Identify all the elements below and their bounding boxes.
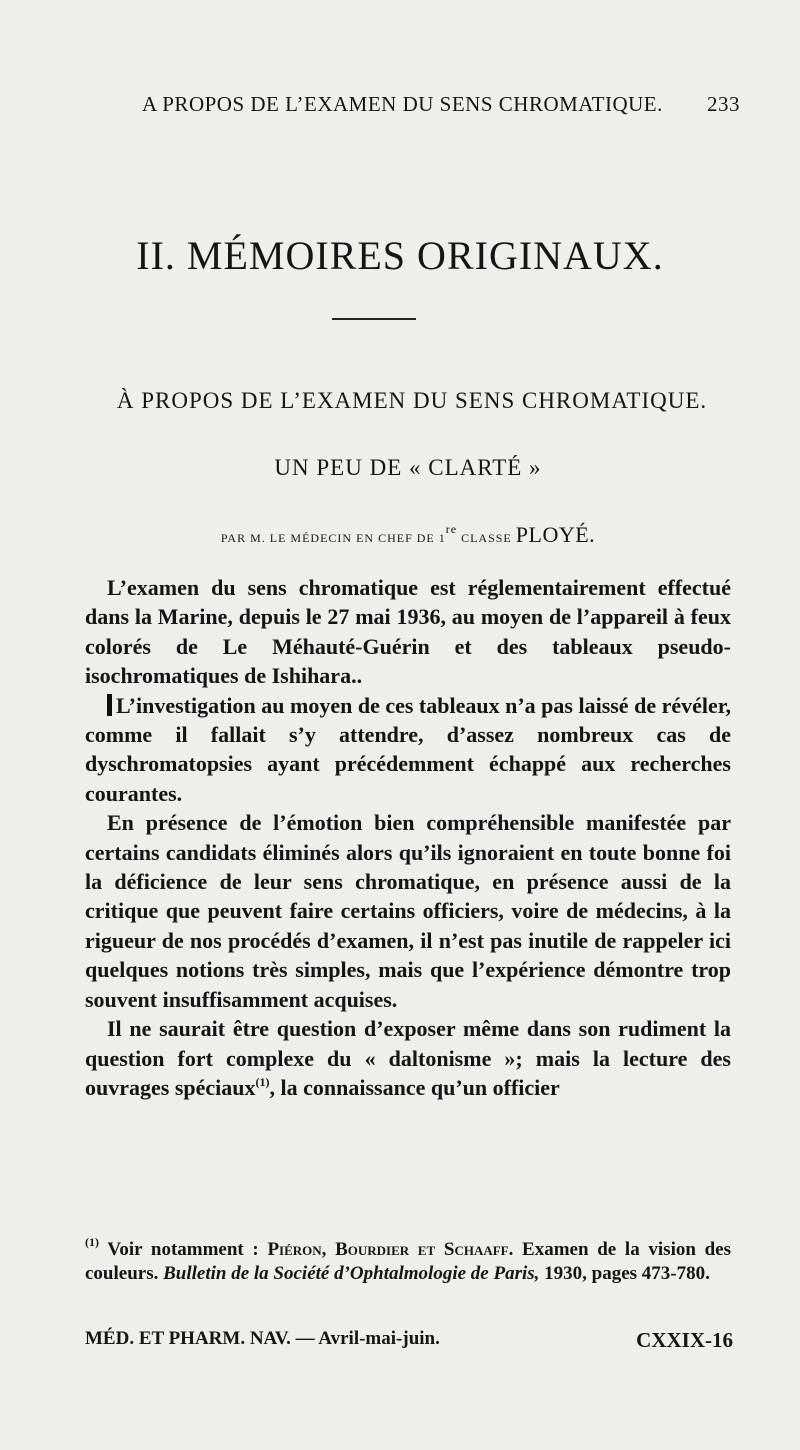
running-head [142,92,740,117]
byline [0,522,800,548]
paragraph-2-text: L’investigation au moyen de ces tableaux n’a pas laissé de révéler, comme il fallait s’y attendre, d’assez nombreux cas de dyschromatopsies ayant précédemment échappé aux recherches courantes. [85,692,731,806]
paragraph-1: L’examen du sens chromatique est réglementairement effectué dans la Marine, depuis le 27 mai 1936, au moyen de l’appareil à feux colorés de Le Méhauté-Guérin et des tableaux pseudo-isochromatiques de Ishihara.. [85,575,731,689]
paragraph-4-start: Il ne saurait être question d’exposer même dans son rudiment la question fort complexe du « daltonisme »; mais la lecture des ouvrages spéciaux [85,1016,731,1100]
title-divider [332,318,416,320]
folio-journal: MÉD. ET PHARM. NAV. — Avril-mai-juin. [85,1328,440,1349]
section-title: II. MÉMOIRES ORIGINAUX. [136,233,664,278]
footnote-marker: (1) [85,1235,99,1249]
running-head-title: A PROPOS DE L’EXAMEN DU SENS CHROMATIQUE. [142,92,663,116]
footnote-journal: Bulletin de la Société d’Ophtalmologie de Paris, [163,1263,540,1284]
footnote-text-start: Voir notamment : [99,1239,268,1260]
paragraph-4 [85,1014,731,1102]
paragraph-4-end: , la connaissance qu’un officier [269,1074,560,1100]
footnote-text-mid: Examen de la vision des couleurs. [85,1239,731,1284]
page-number: 233 [707,92,740,116]
article-subtitle: UN PEU DE « CLARTÉ » [274,455,542,480]
footnote-authors: Piéron, Bourdier et Schaaff. [267,1239,514,1260]
paragraph-2 [85,691,731,809]
author-name: PLOYÉ. [515,522,596,547]
paragraph-3: En présence de l’émotion bien compréhensible manifestée par certains candidats éliminés alors qu’ils ignoraient en toute bonne foi la déficience de leur sens chromatique, en présence aussi de la critique que peuvent faire certains officiers, voire de médecins, à la rigueur de nos procédés d’examen, il n’est pas inutile de rappeler ici quelques notions très simples, mais que l’expérience démontre trop souvent insuffisamment acquises. [85,810,731,1012]
footnote-reference: (1) [255,1074,270,1089]
byline-suffix: CLASSE [457,531,516,545]
body-text [85,573,731,1102]
byline-prefix: PAR M. LE MÉDECIN EN CHEF DE 1 [220,531,446,545]
footnote-text-end: 1930, pages 473-780. [539,1263,710,1284]
folio [85,1328,733,1350]
margin-mark [107,694,112,716]
article-title: À PROPOS DE L’EXAMEN DU SENS CHROMATIQUE. [116,388,708,413]
footnote [85,1235,731,1286]
byline-sup: re [445,522,458,536]
folio-signature: CXXIX-16 [636,1328,733,1352]
